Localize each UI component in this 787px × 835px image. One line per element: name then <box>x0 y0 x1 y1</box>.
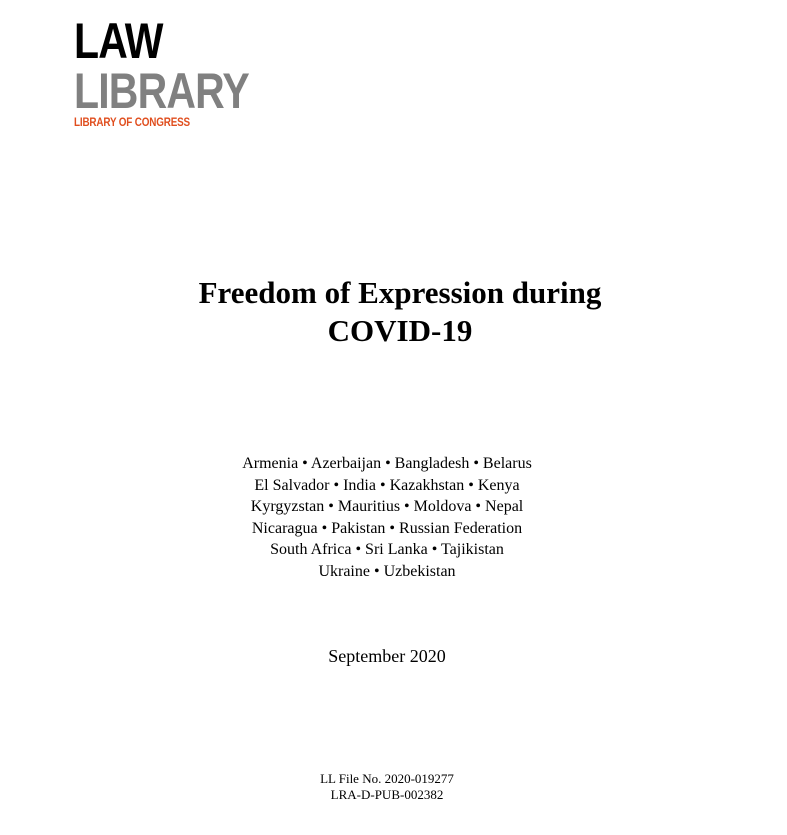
country-list-line: El Salvador • India • Kazakhstan • Kenya <box>254 476 520 494</box>
country-list <box>0 453 774 583</box>
law-library-logo <box>74 13 249 130</box>
logo-library-text: LIBRARY <box>74 63 249 119</box>
logo-law-text: LAW <box>74 13 163 69</box>
country-list-line: South Africa • Sri Lanka • Tajikistan <box>270 541 504 559</box>
publication-date: September 2020 <box>328 646 446 666</box>
country-list-line: Armenia • Azerbaijan • Bangladesh • Belarus <box>242 455 532 472</box>
file-info <box>0 771 774 803</box>
document-title-line-1: Freedom of Expression during <box>198 275 602 310</box>
document-title-line-2: COVID-19 <box>327 313 473 348</box>
logo-library-of-congress-text: LIBRARY OF CONGRESS <box>74 117 190 129</box>
country-list-line: Kyrgyzstan • Mauritius • Moldova • Nepal <box>250 498 524 516</box>
publication-number: LRA-D-PUB-002382 <box>330 787 444 802</box>
country-list-line: Ukraine • Uzbekistan <box>318 562 456 580</box>
country-list-line: Nicaragua • Pakistan • Russian Federation <box>251 519 523 537</box>
document-title <box>0 274 787 350</box>
file-number: LL File No. 2020-019277 <box>320 771 454 786</box>
